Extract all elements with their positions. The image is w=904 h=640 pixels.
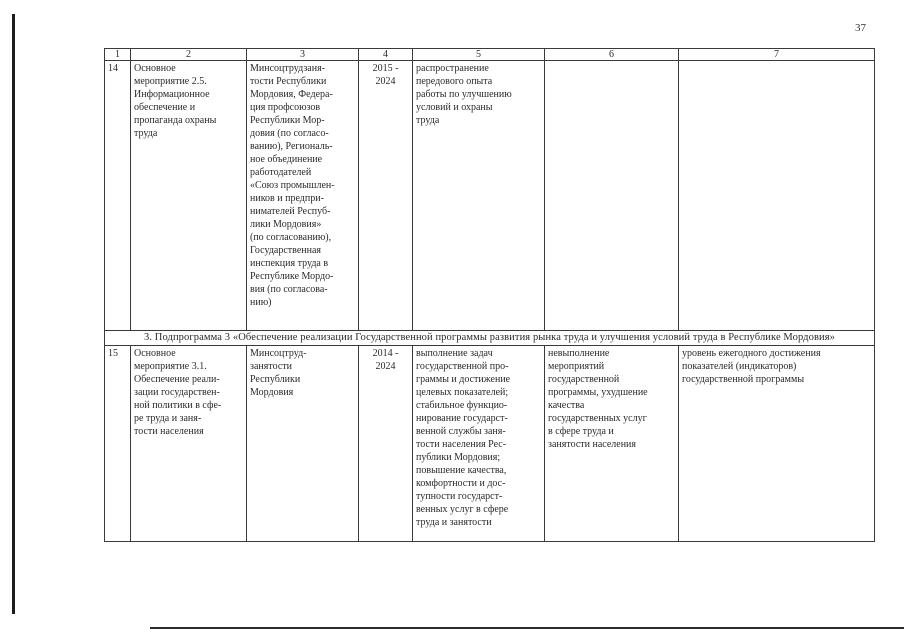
row14-result: распространение передового опыта работы по улучшению условий и охраны труда: [413, 61, 545, 331]
header-col-4: 4: [359, 49, 413, 61]
row15-executor: Минсоцтруд- занятости Республики Мордовия: [247, 346, 359, 542]
row14-years: 2015 - 2024: [359, 61, 413, 331]
row14-number: 14: [105, 61, 131, 331]
row15-number: 15: [105, 346, 131, 542]
scan-bottom-line: [150, 627, 904, 629]
page-number: 37: [855, 22, 866, 34]
row14-measure: Основное мероприятие 2.5. Информационное обеспечение и пропаганда охраны труда: [131, 61, 247, 331]
header-col-6: 6: [545, 49, 679, 61]
header-col-3: 3: [247, 49, 359, 61]
header-col-1: 1: [105, 49, 131, 61]
scan-edge-bar: [12, 14, 15, 614]
row14-executor: Минсоцтрудзаня- тости Республики Мордовия, Федера- ция профсоюзов Республики Мор- довия (по согласо- ванию), Региональ- ное объединение работодателей «Союз промышлен- ников и предпри- нимателей Респуб- лики Мордовия» (по согласованию), Государственная инспекция труда в Республике Мордо- вия (по согласова- нию): [247, 61, 359, 331]
table-header-row: [105, 49, 875, 61]
row14-indicator: [679, 61, 875, 331]
row14-consequences: [545, 61, 679, 331]
table-row: [105, 61, 875, 331]
table-row: [105, 346, 875, 542]
row15-years: 2014 - 2024: [359, 346, 413, 542]
subprogram-3-heading: 3. Подпрограмма 3 «Обеспечение реализации Государственной программы развития рынка труда и улучшения условий труда в Республике Мордовия»: [105, 331, 875, 346]
header-col-2: 2: [131, 49, 247, 61]
row15-indicator: уровень ежегодного достижения показателей (индикаторов) государственной программы: [679, 346, 875, 542]
row15-result: выполнение задач государственной про- граммы и достижение целевых показателей; стабильное функцио- нирование государст- венной службы заня- тости населения Рес- публики Мордовия; повышение качества, комфортности и дос- тупности государст- венных услуг в сфере труда и занятости: [413, 346, 545, 542]
program-table: [104, 48, 875, 542]
header-col-7: 7: [679, 49, 875, 61]
row15-measure: Основное мероприятие 3.1. Обеспечение реали- зации государствен- ной политики в сфе- ре труда и заня- тости населения: [131, 346, 247, 542]
section-row: [105, 331, 875, 346]
row15-consequences: невыполнение мероприятий государственной программы, ухудшение качества государственных услуг в сфере труда и занятости населения: [545, 346, 679, 542]
header-col-5: 5: [413, 49, 545, 61]
